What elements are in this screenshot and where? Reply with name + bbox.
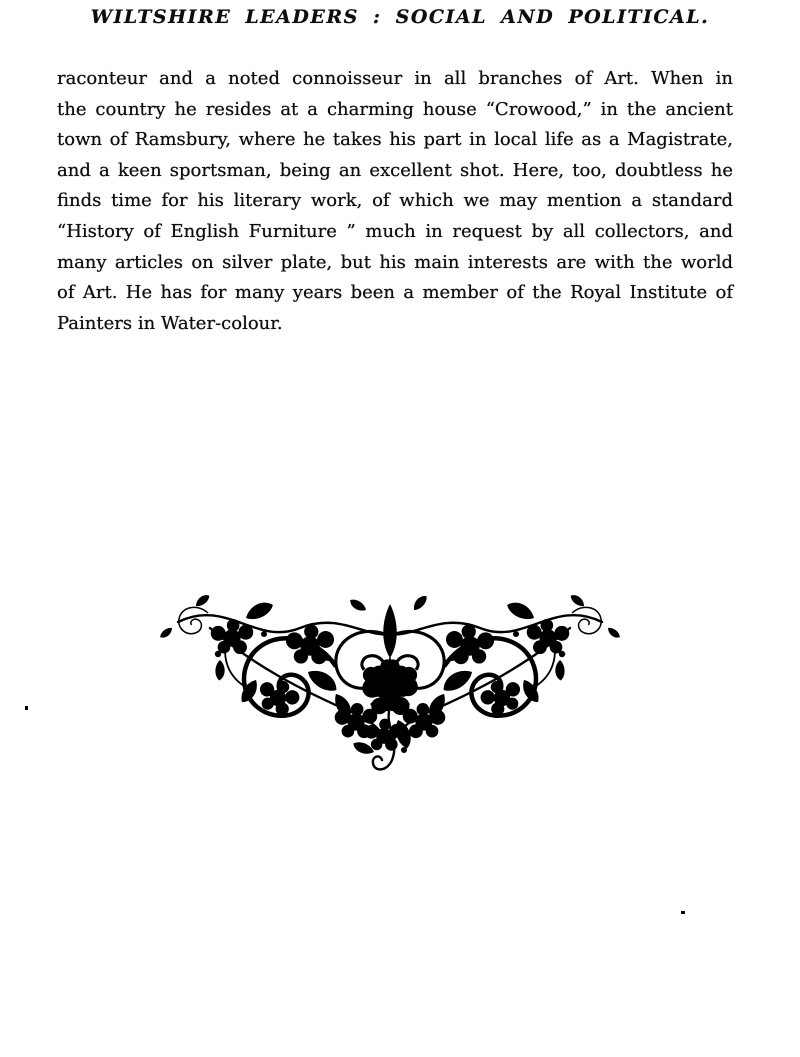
body-text-line: finds time for his literary work, of which we may mention a standard (57, 190, 733, 212)
body-text-line: of Art. He has for many years been a member of the Royal Institute of (57, 282, 733, 304)
tailpiece-svg (160, 594, 620, 784)
body-text-line: “History of English Furniture ” much in request by all collectors, and (57, 220, 733, 242)
body-text-line: Painters in Water-colour. (57, 312, 283, 334)
floral-tailpiece-ornament (160, 594, 620, 784)
body-text-line: and a keen sportsman, being an excellent shot. Here, too, doubtless he (57, 159, 733, 181)
body-text-line: raconteur and a noted connoisseur in all branches of Art. When in (57, 68, 733, 89)
body-text-line: many articles on silver plate, but his main interests are with the world (57, 251, 733, 273)
scan-speck (25, 706, 28, 710)
scan-speck (681, 911, 685, 914)
body-text-line: town of Ramsbury, where he takes his part in local life as a Magistrate, (57, 129, 733, 151)
body-text-line: the country he resides at a charming house “Crowood,” in the ancient (57, 98, 733, 120)
running-head-title: WILTSHIRE LEADERS : SOCIAL AND POLITICAL. (90, 6, 710, 28)
paragraph (57, 64, 733, 339)
